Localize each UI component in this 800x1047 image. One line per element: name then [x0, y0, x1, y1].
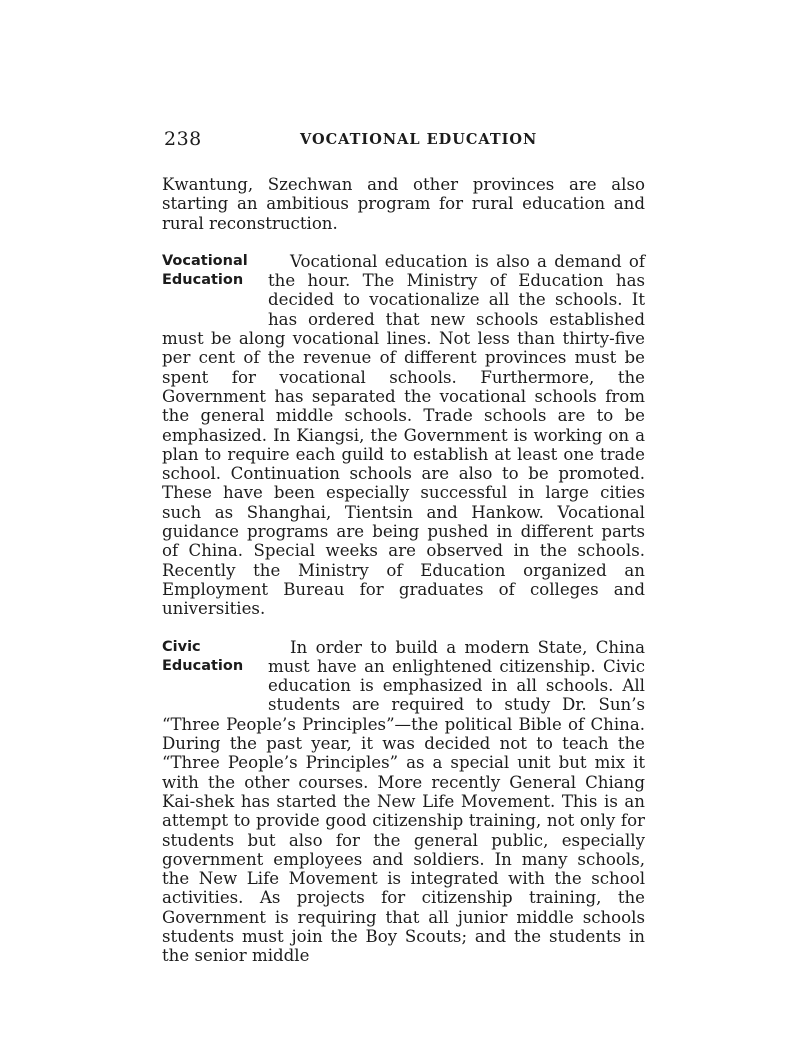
- side-heading-vocational-education: [162, 252, 268, 310]
- page-number: 238: [164, 128, 202, 150]
- section-body-civic-education: In order to build a modern State, China must have an enlightened citizenship. Civic education is emphasized in all schools. All students are required to study Dr. Sun’s “Three People’s Principles”—the political Bible of China. During the past year, it was decided not to teach the “Three People’s Principles” as a special unit but mix it with the other courses. More recently General Chiang Kai-shek has started the New Life Movement. This is an attempt to provide good citizenship training, not only for students but also for the general public, especially government employees and soldiers. In many schools, the New Life Movement is integrated with the school activities. As projects for citizenship training, the Government is requiring that all junior middle schools students must join the Boy Scouts; and the students in the senior middle: [162, 637, 645, 966]
- side-heading-line: Civic: [162, 638, 201, 655]
- side-heading-line: Education: [162, 272, 244, 289]
- running-title: VOCATIONAL EDUCATION: [300, 131, 538, 148]
- section-vocational-education: [162, 252, 645, 619]
- intro-paragraph: Kwantung, Szechwan and other provinces are also starting an ambitious program for rural education and rural reconstruction.: [162, 175, 645, 233]
- side-heading-line: Vocational: [162, 252, 248, 269]
- running-head: [162, 128, 645, 154]
- section-civic-education: [162, 638, 645, 966]
- side-heading-civic-education: [162, 638, 268, 696]
- book-page: [162, 128, 645, 985]
- section-body-vocational-education: Vocational education is also a demand of the hour. The Ministry of Education has decided to vocationalize all the schools. It has ordered that new schools established must be along vocational lines. Not less than thirty-five per cent of the revenue of different provinces must be spent for vocational schools. Furthermore, the Government has separated the vocational schools from the general middle schools. Trade schools are to be emphasized. In Kiangsi, the Government is working on a plan to require each guild to establish at least one trade school. Continuation schools are also to be promoted. These have been especially successful in large cities such as Shanghai, Tientsin and Hankow. Vocational guidance programs are being pushed in different parts of China. Special weeks are observed in the schools. Recently the Ministry of Education organized an Employment Bureau for graduates of colleges and universities.: [162, 251, 645, 619]
- side-heading-line: Education: [162, 657, 244, 674]
